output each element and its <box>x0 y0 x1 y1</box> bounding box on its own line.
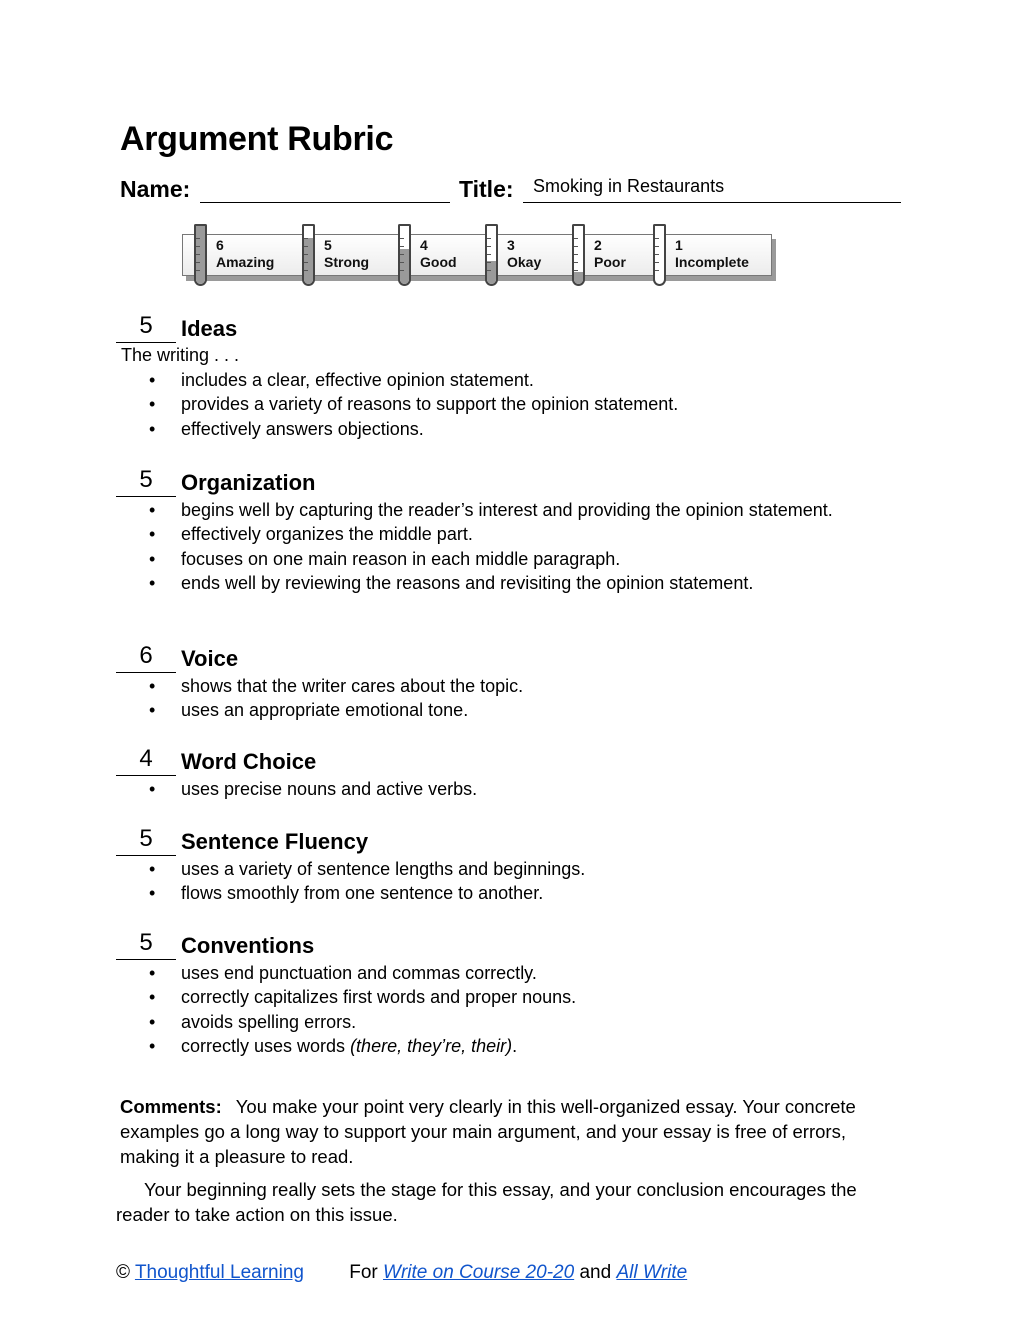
tube-tick <box>487 238 491 239</box>
criteria-item: • flows smoothly from one sentence to another. <box>116 881 841 905</box>
tube-tick <box>487 270 491 271</box>
rating-tube-1 <box>653 224 666 286</box>
tube-tick <box>400 246 404 247</box>
criteria-item: • effectively organizes the middle part. <box>116 522 841 546</box>
criteria-item: • uses a variety of sentence lengths and beginnings. <box>116 857 841 881</box>
score-value: 5 <box>139 312 153 339</box>
score-value: 5 <box>139 466 153 493</box>
tube-tick <box>400 254 404 255</box>
rating-number: 5 <box>324 237 332 253</box>
tube-tick <box>655 246 659 247</box>
criteria-period: . <box>512 1035 518 1056</box>
publisher-link[interactable]: Thoughtful Learning <box>134 1262 304 1283</box>
tube-tick <box>304 262 308 263</box>
criteria-item: • effectively answers objections. <box>116 417 841 441</box>
tube-tick <box>196 246 200 247</box>
criteria-list <box>116 857 916 906</box>
tube-tick <box>574 262 578 263</box>
criteria-item: • begins well by capturing the reader’s interest and providing the opinion statement. <box>116 498 841 522</box>
rating-number: 6 <box>216 237 224 253</box>
rating-tube-fill <box>196 226 205 284</box>
tube-tick <box>196 254 200 255</box>
section-heading: Conventions <box>181 933 315 958</box>
tube-tick <box>400 238 404 239</box>
criteria-list <box>116 961 916 1058</box>
criteria-item: • uses end punctuation and commas correctly. <box>116 961 841 985</box>
tube-tick <box>304 270 308 271</box>
rating-word: Incomplete <box>675 254 749 270</box>
comments-block <box>116 1094 900 1227</box>
criteria-text: correctly uses words <box>181 1035 351 1056</box>
section-heading: Voice <box>181 646 239 671</box>
rating-number: 2 <box>594 237 602 253</box>
book1-link[interactable]: Write on Course 20-20 <box>383 1262 575 1283</box>
score-field[interactable] <box>116 959 176 960</box>
name-field[interactable] <box>200 202 450 203</box>
criteria-item <box>116 1034 841 1058</box>
rating-number: 4 <box>420 237 428 253</box>
rating-tube-6 <box>194 224 207 286</box>
tube-tick <box>574 238 578 239</box>
tube-tick <box>574 254 578 255</box>
criteria-item: • ends well by reviewing the reasons and revisiting the opinion statement. <box>116 571 841 595</box>
tube-tick <box>487 254 491 255</box>
tube-tick <box>304 246 308 247</box>
tube-tick <box>487 246 491 247</box>
score-value: 5 <box>139 825 153 852</box>
rating-tube-3 <box>485 224 498 286</box>
tube-tick <box>655 254 659 255</box>
section-heading: Word Choice <box>181 749 317 774</box>
criteria-item: • provides a variety of reasons to support the opinion statement. <box>116 392 841 416</box>
rating-label-6 <box>216 237 274 271</box>
section-heading: Organization <box>181 470 316 495</box>
criteria-item: • uses precise nouns and active verbs. <box>116 777 841 801</box>
rating-word: Amazing <box>216 254 275 270</box>
score-value: 6 <box>139 642 153 669</box>
tube-tick <box>574 270 578 271</box>
rating-number: 3 <box>507 237 515 253</box>
title-label: Title: <box>459 176 514 202</box>
rating-tube-fill <box>574 272 583 284</box>
rating-scale <box>180 224 780 290</box>
criteria-item: • uses an appropriate emotional tone. <box>116 698 841 722</box>
rating-tube-2 <box>572 224 585 286</box>
comments-label: Comments: <box>120 1096 222 1117</box>
rating-word: Okay <box>507 254 542 270</box>
score-value: 5 <box>139 929 153 956</box>
comments-paragraph-2: Your beginning really sets the stage for this essay, and your conclusion encourages the reader to take action on this issue. <box>116 1179 857 1225</box>
score-value: 4 <box>139 745 153 772</box>
tube-tick <box>574 246 578 247</box>
tube-tick <box>487 262 491 263</box>
name-title-row <box>120 174 910 208</box>
criteria-item: • shows that the writer cares about the topic. <box>116 674 841 698</box>
score-field[interactable] <box>116 775 176 776</box>
title-value: Smoking in Restaurants <box>533 176 725 196</box>
tube-tick <box>655 270 659 271</box>
tube-tick <box>304 254 308 255</box>
footer-for-text: For <box>349 1262 378 1283</box>
rating-label-1 <box>675 237 749 271</box>
criteria-item: • focuses on one main reason in each middle paragraph. <box>116 547 841 571</box>
rating-label-5 <box>324 237 369 271</box>
tube-tick <box>655 262 659 263</box>
rating-tube-4 <box>398 224 411 286</box>
page-title: Argument Rubric <box>120 120 394 158</box>
rating-tube-5 <box>302 224 315 286</box>
tube-tick <box>196 270 200 271</box>
rating-label-2 <box>594 237 626 271</box>
tube-tick <box>196 238 200 239</box>
rating-tube-fill <box>304 238 313 284</box>
criteria-list <box>116 777 916 801</box>
tube-tick <box>655 238 659 239</box>
criteria-list <box>116 674 916 723</box>
copyright-symbol: © <box>116 1262 130 1283</box>
rating-word: Strong <box>324 254 370 270</box>
book2-link[interactable]: All Write <box>616 1262 688 1283</box>
rating-tube-fill <box>487 261 496 284</box>
score-field[interactable] <box>116 855 176 856</box>
criteria-list <box>116 368 916 441</box>
criteria-item: • avoids spelling errors. <box>116 1010 841 1034</box>
footer <box>116 1262 687 1284</box>
tube-tick <box>400 262 404 263</box>
rating-word: Good <box>420 254 457 270</box>
rating-number: 1 <box>675 237 683 253</box>
tube-tick <box>196 262 200 263</box>
score-field[interactable] <box>116 342 176 343</box>
tube-tick <box>400 270 404 271</box>
rating-label-3 <box>507 237 541 271</box>
tube-tick <box>304 238 308 239</box>
criteria-list <box>116 498 916 595</box>
title-field[interactable] <box>523 202 901 203</box>
score-field[interactable] <box>116 496 176 497</box>
footer-and-text: and <box>579 1262 612 1283</box>
rating-label-4 <box>420 237 457 271</box>
section-intro: The writing . . . <box>121 345 240 365</box>
criteria-item: • correctly capitalizes first words and proper nouns. <box>116 985 841 1009</box>
section-heading: Ideas <box>181 316 238 341</box>
criteria-item: • includes a clear, effective opinion statement. <box>116 368 841 392</box>
comments-paragraph-1: You make your point very clearly in this well-organized essay. Your concrete examples go a long way to support your main argument, and your essay is free of errors, making it a pleasure to read. <box>120 1096 856 1167</box>
section-heading: Sentence Fluency <box>181 829 369 854</box>
criteria-examples: (there, they’re, their) <box>350 1035 513 1056</box>
name-label: Name: <box>120 176 191 202</box>
score-field[interactable] <box>116 672 176 673</box>
rating-word: Poor <box>594 254 626 270</box>
